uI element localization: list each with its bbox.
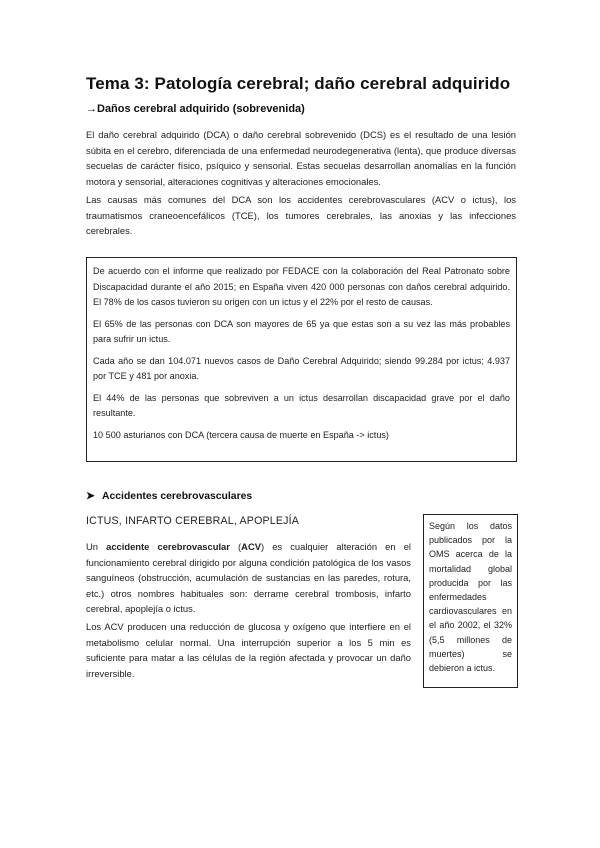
section-heading-label: Accidentes cerebrovasculares [102, 491, 253, 502]
box-paragraph-2: El 65% de las personas con DCA son mayores de 65 ya que estas son a su vez las más probables para sufrir un ictus. [93, 318, 510, 344]
para-text: Un [86, 541, 107, 552]
page-title: Tema 3: Patología cerebral; daño cerebral adquirido [86, 74, 511, 93]
acv-definition-paragraph [86, 539, 411, 617]
intro-paragraph-2: Las causas más comunes del DCA son los accidentes cerebrovasculares (ACV o ictus), los traumatismos craneoencefálicos (TCE), los tumores cerebrales, las anoxias y las infecciones cerebrales. [86, 194, 516, 236]
acv-abbr: ACV [241, 541, 261, 552]
who-side-note: Según los datos publicados por la OMS acerca de la mortalidad global producida por las enfermedades cardiovasculares en el año 2002, el 32% (5,5 millones de muertes) se debieron a ictus. [423, 514, 518, 688]
box-paragraph-1: De acuerdo con el informe que realizado por FEDACE con la colaboración del Real Patronato sobre Discapacidad durante el año 2015; en España viven 420 000 personas con daños cerebral adquirido. El 78% de los casos tuvieron su origen con un ictus y el 22% por el resto de causas. [93, 266, 510, 307]
para-text: ( [229, 541, 242, 552]
acv-effects-paragraph: Los ACV producen una reducción de glucosa y oxígeno que interfiere en el metabolismo celular normal. Una interrupción superior a los 5 min es suficiente para matar a las células de la región afectada y provocar un daño irreversible. [86, 621, 411, 679]
acv-term: accidente cerebrovascular [106, 541, 230, 552]
intro-paragraph-1: El daño cerebral adquirido (DCA) o daño cerebral sobrevenido (DCS) es el resultado de una lesión súbita en el cerebro, diferenciada de una enfermedad neurodegenerativa (lenta), que produce diversas secuelas de carácter físico, psíquico y sensorial. Estas secuelas desarrollan anomalías en la función motora y sensorial, alteraciones cognitivas y alteraciones emocionales. [86, 129, 516, 187]
statistics-box [86, 257, 517, 462]
arrow-bullet-icon: ➤ [86, 491, 95, 502]
ictus-subtitle: ICTUS, INFARTO CEREBRAL, APOPLEJÍA [86, 515, 300, 527]
box-paragraph-4: El 44% de las personas que sobreviven a un ictus desarrollan discapacidad grave por el daño resultante. [93, 392, 510, 418]
section-heading-acv [86, 490, 252, 502]
box-paragraph-5: 10 500 asturianos con DCA (tercera causa de muerte en España -> ictus) [93, 429, 389, 440]
box-paragraph-3: Cada año se dan 104.071 nuevos casos de Daño Cerebral Adquirido; siendo 99.284 por ictus; 4.937 por TCE y 481 por anoxia. [93, 355, 510, 381]
section-subheading: →Daños cerebral adquirido (sobrevenida) [86, 103, 305, 115]
para-text: ) es cualquier alteración en el funcionamiento cerebral dirigido por alguna condición patológica de los vasos sanguíneos (obstrucción, acumulación de sustancias en las paredes, rotura, etc.) otros nombres habituales son: derrame cerebral trombosis, infarto cerebral, apoplejía o ictus. [86, 541, 412, 614]
